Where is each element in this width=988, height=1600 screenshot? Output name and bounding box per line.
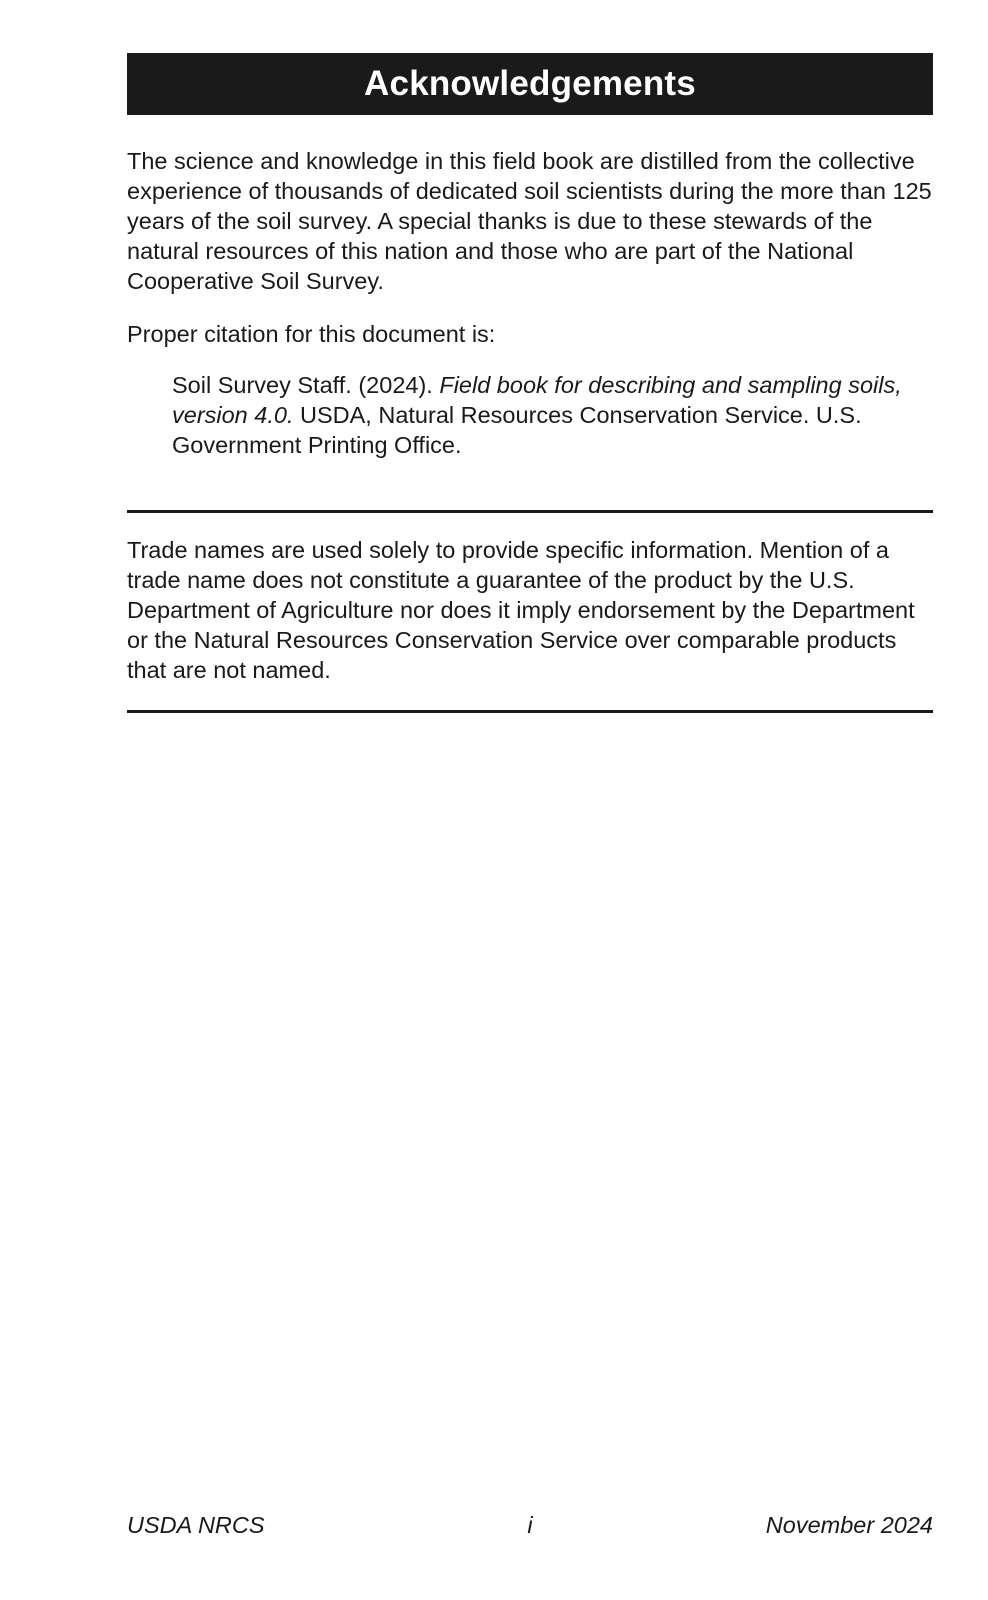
page-title: Acknowledgements [127, 53, 933, 115]
footer-publisher: USDA NRCS [127, 1512, 265, 1538]
citation-author-year: Soil Survey Staff. (2024). [172, 372, 440, 398]
page-number: i [527, 1512, 533, 1538]
trade-names-notice: Trade names are used solely to provide specific information. Mention of a trade name does not constitute a guarantee of the product by the U.S. Department of Agriculture nor does it imply endorsement by the Department or the Natural Resources Conservation Service over comparable products that are not named. [127, 537, 915, 683]
footer-date: November 2024 [765, 1512, 933, 1538]
page-footer [127, 1512, 933, 1542]
intro-paragraph: The science and knowledge in this field book are distilled from the collective experience of thousands of dedicated soil scientists during the more than 125 years of the soil survey. A special thanks is due to these stewards of the natural resources of this nation and those who are part of the National Cooperative Soil Survey. [127, 148, 932, 294]
citation-label: Proper citation for this document is: [127, 321, 496, 347]
citation-publisher: USDA, Natural Resources Conservation Service. U.S. Government Printing Office. [172, 402, 862, 458]
citation-block [172, 370, 933, 460]
divider-bottom [127, 710, 933, 713]
citation-title: Field book for describing and sampling soils, version 4.0. [172, 372, 902, 428]
page-content [127, 53, 933, 713]
divider-top [127, 510, 933, 513]
